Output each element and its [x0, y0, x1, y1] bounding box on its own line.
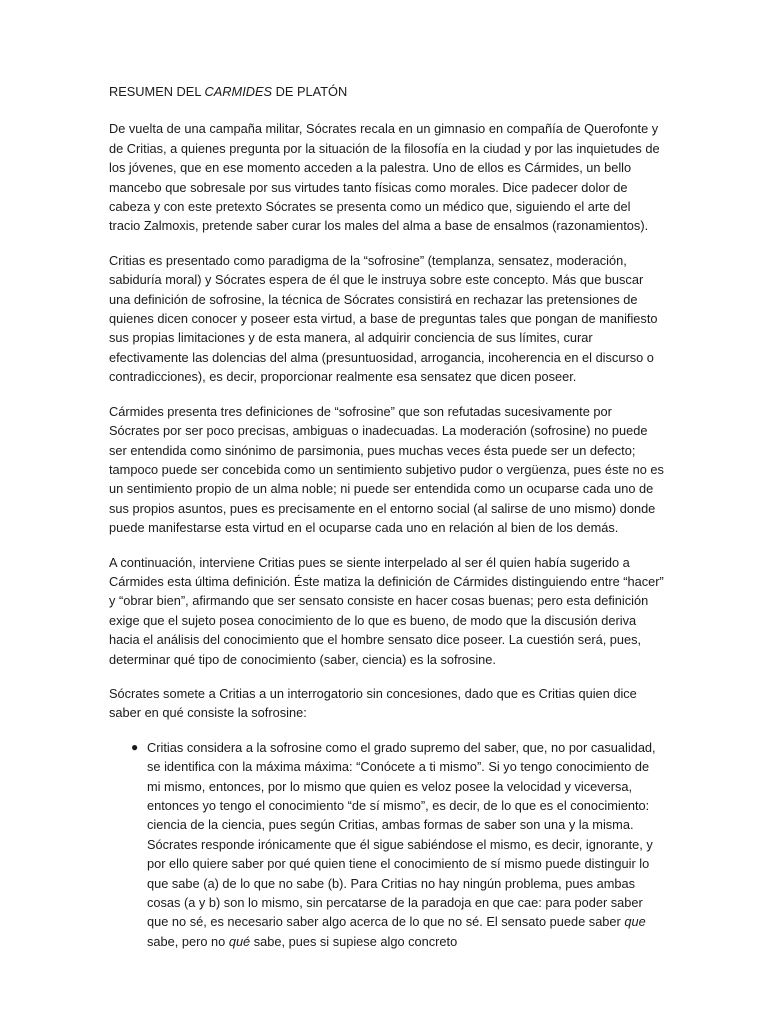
paragraph-3: Cármides presenta tres definiciones de “sofrosine” que son refutadas sucesivamente por Sócrates por ser poco precisas, ambiguas o inadecuadas. La moderación (sofrosine) no puede ser entendida como sinónimo de parsimonia, pues muchas veces ésta puede ser un defecto; tampoco puede ser concebida como un sentimiento subjetivo pudor o vergüenza, pues éste no es un sentimiento propio de un alma noble; ni puede ser entendida como un ocuparse cada uno de sus propios asuntos, pues es precisamente en el entorno social (al salirse de uno mismo) donde puede manifestarse esta virtud en el ocuparse cada uno en relación al bien de los demás.	[109, 403, 664, 536]
title-prefix: RESUMEN DEL	[109, 84, 205, 99]
bullet-list	[109, 738, 664, 951]
paragraph-5: Sócrates somete a Critias a un interrogatorio sin concesiones, dado que es Critias quien dice saber en qué consiste la sofrosine:	[109, 685, 637, 721]
document-title	[109, 82, 664, 101]
bullet-icon: ●	[131, 739, 139, 754]
bullet-text-1: Critias considera a la sofrosine como el grado supremo del saber, que, no por casualidad, se identifica con la máxima máxima: “Conócete a ti mismo”. Si yo tengo conocimiento de mi mismo, entonces, por lo mismo que quien es veloz posee la velocidad y viceversa, entonces yo tengo el conocimiento “de sí mismo”, es decir, de lo que es el conocimiento: ciencia de la ciencia, pues según Critias, ambas formas de saber son una y la misma. Sócrates responde irónicamente que él sigue sabiéndose el mismo, es decir, ignorante, y por ello quiere saber por qué quien tiene el conocimiento de sí mismo puede distinguir lo que sabe (a) de lo que no sabe (b). Para Critias no hay ningún problema, pues ambas cosas (a y b) son lo mismo, sin percatarse de la paradoja en que cae: para poder saber que no sé, es necesario saber algo acerca de lo que no sé. El sensato puede saber	[147, 739, 656, 930]
bullet-text-2: sabe, pero no	[147, 933, 229, 949]
bullet-text-3: sabe, pues si supiese algo concreto	[250, 933, 458, 949]
document-page	[109, 82, 664, 951]
bullet-emphasis-que-accent: qué	[228, 933, 251, 949]
title-suffix: DE PLATÓN	[272, 84, 348, 99]
bullet-emphasis-que: que	[624, 914, 646, 930]
list-item	[109, 738, 664, 951]
paragraph-1: De vuelta de una campaña militar, Sócrates recala en un gimnasio en compañía de Querofonte y de Critias, a quienes pregunta por la situación de la filosofía en la ciudad y por las inquietudes de los jóvenes, que en ese momento acceden a la palestra. Uno de ellos es Cármides, un bello mancebo que sobresale por sus virtudes tanto físicas como morales. Dice padecer dolor de cabeza y con este pretexto Sócrates se presenta como un médico que, siguiendo el arte del tracio Zalmoxis, pretende saber curar los males del alma a base de ensalmos (razonamientos).	[109, 121, 660, 234]
paragraph-4: A continuación, interviene Critias pues se siente interpelado al ser él quien había sugerido a Cármides esta última definición. Éste matiza la definición de Cármides distinguiendo entre “hacer” y “obrar bien”, afirmando que ser sensato consiste en hacer cosas buenas; pero esta definición exige que el sujeto posea conocimiento de lo que es bueno, de modo que la discusión deriva hacia el análisis del conocimiento que el hombre sensato dice poseer. La cuestión será, pues, determinar qué tipo de conocimiento (saber, ciencia) es la sofrosine.	[109, 554, 664, 667]
paragraph-2: Critias es presentado como paradigma de la “sofrosine” (templanza, sensatez, moderación, sabiduría moral) y Sócrates espera de él que le instruya sobre este concepto. Más que buscar una definición de sofrosine, la técnica de Sócrates consistirá en rechazar las pretensiones de quienes dicen conocer y poseer esta virtud, a base de preguntas tales que pongan de manifiesto sus propias limitaciones y de esta manera, al adquirir conciencia de sus límites, curar efectivamente las dolencias del alma (presuntuosidad, arrogancia, incoherencia en el discurso o contradicciones), es decir, proporcionar realmente esa sensatez que dicen poseer.	[109, 252, 658, 385]
title-work-name: CARMIDES	[204, 84, 273, 99]
